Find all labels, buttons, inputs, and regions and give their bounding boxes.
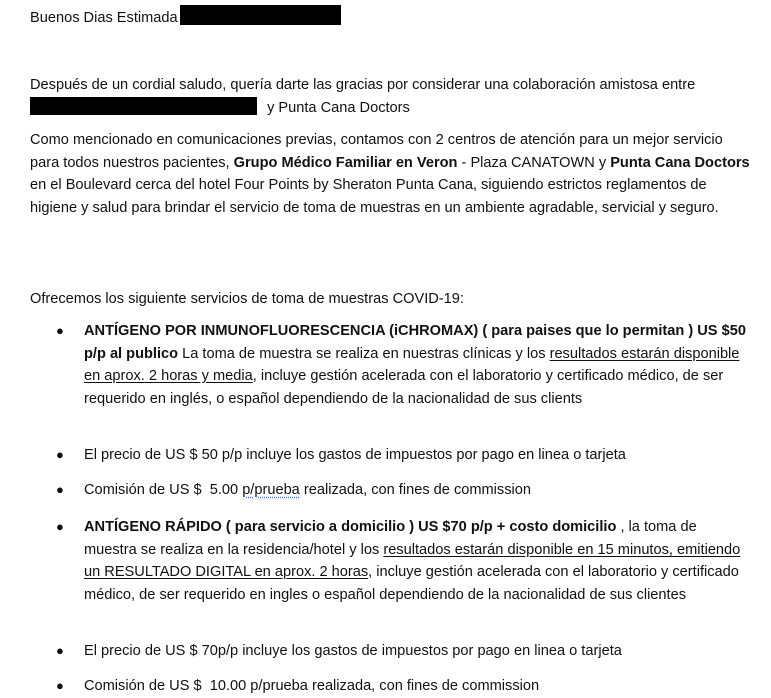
service-4-text-1: , la toma de muestra se realiza en la residencia/hotel y los	[84, 519, 697, 558]
service-3-text-1: Comisión de US $ 5.00	[84, 482, 243, 498]
service-item-antigeno-inmunofluorescencia	[30, 320, 750, 410]
greeting-line	[30, 5, 341, 30]
service-item-commission-5	[30, 479, 750, 502]
service-item-price-50	[30, 444, 750, 467]
services-intro: Ofrecemos los siguiente servicios de toma de muestras COVID-19:	[30, 291, 464, 307]
service-1-title: ANTÍGENO POR INMUNOFLUORESCENCIA (iCHROMAX) ( para paises que lo permitan ) US $50 p/p al publico	[84, 323, 746, 362]
service-item-antigeno-rapido	[30, 516, 750, 606]
service-1-underlined: resultados estarán disponible en aprox. 2 horas y media	[84, 345, 740, 384]
greeting-text: Buenos Dias Estimada	[30, 10, 178, 26]
service-2-text: El precio de US $ 50 p/p incluye los gastos de impuestos por pago en linea o tarjeta	[84, 447, 626, 463]
redacted-name	[180, 5, 341, 25]
centers-text-1: Como mencionado en comunicaciones previas, contamos con 2 centros de atención para un mejor servicio para todos nuestros pacientes,	[30, 132, 723, 171]
service-3-text-2: realizada, con fines de commission	[299, 482, 531, 498]
center-name-2: Punta Cana Doctors	[610, 154, 750, 171]
service-1-text-1: La toma de muestra se realiza en nuestras clínicas y los	[178, 345, 550, 362]
service-1-text-2: , incluye gestión acelerada con el laboratorio y certificado médico, de ser requerido en inglés, o español dependiendo de la nacionalidad de sus clients	[84, 368, 724, 407]
service-item-price-70	[30, 640, 750, 663]
centers-text-3: en el Boulevard cerca del hotel Four Points by Sheraton Punta Cana, siguiendo estrictos reglamentos de higiene y salud para brindar el servicio de toma de muestras en un ambiente agradable, servicial y seguro.	[30, 177, 719, 216]
intro-paragraph	[30, 74, 750, 119]
bullet-icon: ●	[56, 323, 64, 338]
center-name-1: Grupo Médico Familiar en Veron	[233, 154, 458, 171]
service-4-title: ANTÍGENO RÁPIDO ( para servicio a domicilio ) US $70 p/p + costo domicilio	[84, 519, 617, 535]
service-6-text: Comisión de US $ 10.00 p/prueba realizada, con fines de commission	[84, 678, 540, 694]
service-3-flagged-word: p/prueba	[242, 482, 300, 498]
intro-line1: Después de un cordial saludo, quería darte las gracias por considerar una colaboración amistosa entre	[30, 77, 696, 93]
bullet-icon: ●	[56, 678, 64, 693]
bullet-icon: ●	[56, 482, 64, 497]
service-item-commission-10	[30, 675, 750, 698]
bullet-icon: ●	[56, 643, 64, 658]
service-4-underlined: resultados estarán disponible en 15 minutos, emitiendo un RESULTADO DIGITAL en aprox. 2 horas	[84, 541, 741, 580]
intro-line2: y Punta Cana Doctors	[267, 99, 410, 116]
centers-text-2: - Plaza CANATOWN y	[457, 154, 611, 171]
bullet-icon: ●	[56, 447, 64, 462]
service-4-text-2: , incluye gestión acelerada con el laboratorio y certificado médico, de ser requerido en ingles o español dependiendo de la nacionalidad de sus clientes	[84, 564, 739, 603]
service-5-text: El precio de US $ 70p/p incluye los gastos de impuestos por pago en linea o tarjeta	[84, 643, 622, 659]
redacted-company	[30, 97, 257, 115]
centers-paragraph	[30, 129, 752, 219]
bullet-icon: ●	[56, 519, 64, 534]
